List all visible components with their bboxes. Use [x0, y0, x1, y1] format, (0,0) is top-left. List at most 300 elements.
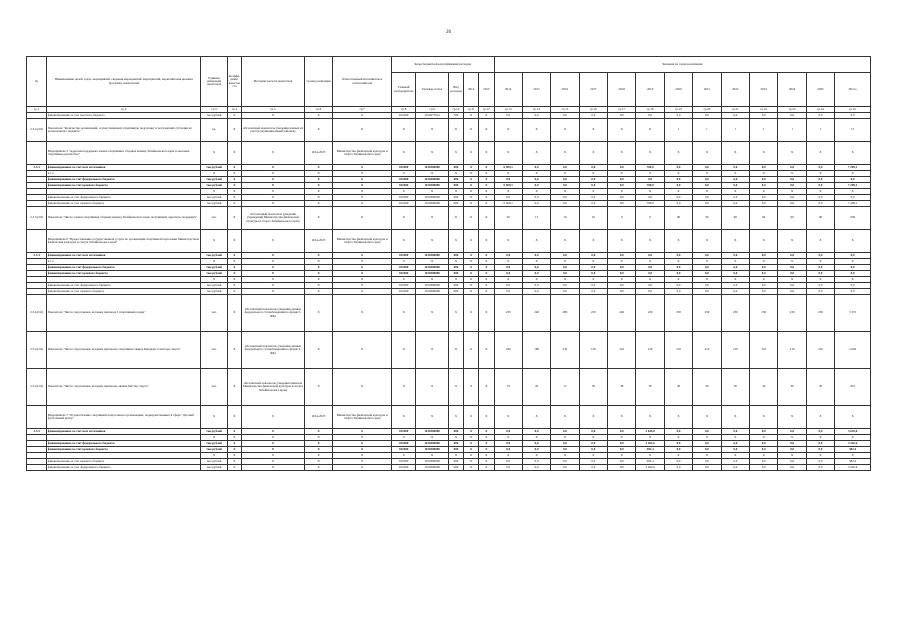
table-cell: 0,0 — [522, 201, 550, 207]
table-cell: 0,0 — [522, 465, 550, 471]
table-cell: 000 — [448, 465, 463, 471]
table-cell: 3 262,6 — [636, 441, 664, 447]
table-cell: 0,0 — [750, 177, 778, 183]
table-cell: тыс.рублей — [201, 465, 227, 471]
table-cell: 0,0 — [522, 113, 550, 119]
table-cell: X — [494, 435, 522, 441]
table-cell: X — [227, 447, 241, 453]
table-cell: X — [778, 171, 806, 177]
table-cell: 7 209,1 — [835, 165, 871, 171]
table-cell: 210 — [664, 332, 692, 369]
table-cell: X — [304, 165, 332, 171]
table-cell: 000 — [448, 265, 463, 271]
table-cell: X — [304, 113, 332, 119]
table-cell: 0,0 — [608, 465, 636, 471]
table-cell: X — [721, 406, 749, 429]
table-cell: X — [416, 332, 448, 369]
table-row — [27, 119, 871, 142]
table-cell: X — [479, 259, 494, 265]
table-cell: 0,0 — [693, 459, 721, 465]
table-cell: X — [304, 429, 332, 435]
table-cell: X — [608, 277, 636, 283]
table-cell: X — [551, 171, 579, 177]
table-cell: 0,0 — [721, 195, 749, 201]
table-cell: 0,0 — [608, 253, 636, 259]
table-cell: 17 — [551, 369, 579, 406]
table-cell: 210 — [721, 332, 749, 369]
table-cell: X — [479, 165, 494, 171]
column-number: гр.9 — [416, 107, 448, 113]
row-name: финансирование за счет краевого бюджета — [47, 447, 201, 453]
table-cell: 6 509,1 — [494, 165, 522, 171]
table-cell: 90 — [693, 207, 721, 230]
table-cell: X — [579, 189, 607, 195]
column-number: гр.21 — [721, 107, 749, 113]
table-cell: 0,0 — [579, 183, 607, 189]
table-cell: X — [479, 183, 494, 189]
row-number: 2.3.3 — [27, 165, 47, 171]
header-term: Сроки реализации — [304, 57, 332, 107]
table-cell: 232 — [551, 332, 579, 369]
table-cell: тыс.рублей — [201, 177, 227, 183]
table-cell: 0,0 — [551, 271, 579, 277]
table-cell: 0,0 — [522, 447, 550, 453]
table-cell: X — [608, 171, 636, 177]
table-cell: 0,0 — [636, 195, 664, 201]
table-cell: X — [835, 259, 871, 265]
table-cell: X — [304, 435, 332, 441]
table-cell: 0,0 — [579, 283, 607, 289]
table-cell: 0,0 — [750, 447, 778, 453]
table-cell: X — [750, 435, 778, 441]
table-cell: Абсолютный показатель (сведения данных из реестра муниципальный районов) — [241, 119, 304, 142]
header-name: Наименование целей, задач, мероприятий, сведения мероприятий, мероприятий, маркетинговая целевых программ, показателей — [47, 57, 201, 107]
table-cell: 1 — [778, 119, 806, 142]
table-cell: X — [551, 435, 579, 441]
table-cell: X — [664, 435, 692, 441]
table-cell: X — [227, 253, 241, 259]
table-cell: X — [304, 171, 332, 177]
table-cell: X — [579, 171, 607, 177]
table-cell: X — [333, 295, 392, 332]
table-cell: 0,0 — [806, 113, 834, 119]
table-cell: 0,0 — [551, 201, 579, 207]
table-cell: X — [333, 447, 392, 453]
table-cell: X — [333, 259, 392, 265]
header-kbk-article: Целевая статья — [416, 73, 448, 107]
table-cell: 0,0 — [778, 201, 806, 207]
table-cell: 0,0 — [551, 441, 579, 447]
row-name: финансирование за счет всех источников — [47, 165, 201, 171]
table-cell: X — [464, 259, 479, 265]
table-cell: 0,0 — [806, 265, 834, 271]
table-cell: 0,0 — [721, 447, 749, 453]
table-cell: X — [479, 441, 494, 447]
table-cell: X — [479, 332, 494, 369]
table-cell: X — [750, 453, 778, 459]
table-cell: 0,0 — [608, 289, 636, 295]
table-cell: X — [522, 453, 550, 459]
table-cell: 0,0 — [721, 265, 749, 271]
header-year: 2024 — [778, 73, 806, 107]
table-cell: 382,4 — [835, 447, 871, 453]
table-cell: X — [392, 369, 416, 406]
table-cell: 210 — [778, 332, 806, 369]
table-cell: X — [806, 435, 834, 441]
table-cell: 0,0 — [693, 177, 721, 183]
table-cell: X — [333, 165, 392, 171]
table-cell: X — [392, 119, 416, 142]
table-cell: X — [241, 271, 304, 277]
table-cell: X — [664, 259, 692, 265]
table-cell: X — [835, 142, 871, 165]
table-cell: X — [806, 189, 834, 195]
header-method: Методика расчета показателя — [241, 57, 304, 107]
table-cell: Абсолютный показатель (сведения данных федерального статнаблюдения по форме 5-ФК) — [241, 332, 304, 369]
row-name: финансирование за счет федерального бюджета — [47, 465, 201, 471]
table-cell: X — [664, 171, 692, 177]
table-cell: 0 — [636, 207, 664, 230]
table-cell: X — [479, 189, 494, 195]
table-cell: 811000 — [392, 459, 416, 465]
table-cell: X — [479, 253, 494, 259]
table-cell: 0,0 — [579, 253, 607, 259]
table-cell: 3 262,6 — [835, 465, 871, 471]
table-cell: X — [227, 113, 241, 119]
table-cell: X — [750, 230, 778, 253]
table-cell: 0,0 — [608, 195, 636, 201]
table-cell: 0,0 — [778, 195, 806, 201]
table-cell: 000 — [448, 447, 463, 453]
table-cell: X — [416, 142, 448, 165]
row-name: финансирование за счет краевого бюджета — [47, 289, 201, 295]
table-cell: 0,0 — [551, 113, 579, 119]
table-cell: 0,0 — [608, 183, 636, 189]
table-cell: 1010300000 — [416, 165, 448, 171]
table-cell: 700,0 — [636, 201, 664, 207]
table-cell: 0,0 — [778, 447, 806, 453]
table-cell: 0,0 — [522, 283, 550, 289]
table-cell: X — [479, 265, 494, 271]
table-cell: 210 — [636, 332, 664, 369]
column-number: гр.12 — [479, 107, 494, 113]
table-cell: X — [721, 435, 749, 441]
table-cell: 0,0 — [664, 195, 692, 201]
table-cell: X — [416, 295, 448, 332]
table-cell: 30 — [721, 369, 749, 406]
table-cell: X — [464, 189, 479, 195]
table-cell: X — [721, 453, 749, 459]
table-cell: X — [448, 142, 463, 165]
table-cell: 0,0 — [636, 289, 664, 295]
table-cell: X — [241, 265, 304, 271]
table-cell: X — [494, 277, 522, 283]
table-cell: 0,0 — [664, 183, 692, 189]
table-cell: X — [201, 435, 227, 441]
table-cell: X — [551, 453, 579, 459]
table-cell: 0,0 — [693, 429, 721, 435]
table-cell: 0,0 — [636, 283, 664, 289]
table-cell: 30 — [693, 369, 721, 406]
row-name: Мероприятие 5 "Адресная поддержка членов спортивных сборных команд Забайкальского края за высокие спортивные результаты" — [47, 142, 201, 165]
table-cell: тыс.рублей — [201, 289, 227, 295]
table-cell: 000 — [448, 289, 463, 295]
table-cell: X — [835, 435, 871, 441]
table-cell: X — [464, 447, 479, 453]
table-cell: X — [579, 406, 607, 429]
table-cell: X — [721, 277, 749, 283]
table-cell: 0,0 — [806, 195, 834, 201]
table-cell: 0,0 — [664, 253, 692, 259]
table-cell: X — [227, 189, 241, 195]
table-cell: 0,0 — [551, 195, 579, 201]
table-cell: 0,0 — [551, 183, 579, 189]
table-cell: 2014-2025 — [304, 230, 332, 253]
row-number: 2.3.4.(3.6) — [27, 332, 47, 369]
table-cell: 1010300000 — [416, 271, 448, 277]
table-cell: X — [448, 453, 463, 459]
table-cell: 0,0 — [664, 113, 692, 119]
table-cell: X — [241, 142, 304, 165]
table-cell: 0,0 — [551, 459, 579, 465]
table-cell: X — [464, 459, 479, 465]
table-cell: 000 — [448, 165, 463, 171]
table-cell: 90 — [806, 207, 834, 230]
table-cell: 0,0 — [494, 289, 522, 295]
table-cell: 0,0 — [636, 253, 664, 259]
table-cell: 7 209,1 — [835, 201, 871, 207]
row-name: финансирование за счет федерального бюджета — [47, 283, 201, 289]
table-cell: X — [227, 453, 241, 459]
table-cell: X — [227, 271, 241, 277]
header-year: 2018 — [608, 73, 636, 107]
table-cell: X — [522, 406, 550, 429]
table-cell: 210 — [806, 332, 834, 369]
table-cell: X — [227, 207, 241, 230]
table-cell: X — [579, 230, 607, 253]
table-cell: X — [664, 453, 692, 459]
table-cell: X — [464, 289, 479, 295]
column-number: гр.24 — [806, 107, 834, 113]
table-cell: 000 — [448, 177, 463, 183]
column-number: гр.17 — [608, 107, 636, 113]
header-year: 2020 — [664, 73, 692, 107]
column-number: гр.4 — [227, 107, 241, 113]
table-cell: 0,0 — [522, 271, 550, 277]
table-cell: 000 — [448, 459, 463, 465]
table-cell: X — [464, 369, 479, 406]
table-cell: X — [392, 189, 416, 195]
table-cell: 0,0 — [494, 253, 522, 259]
table-cell: 0,0 — [750, 165, 778, 171]
table-cell: X — [392, 406, 416, 429]
table-cell: 240 — [522, 295, 550, 332]
table-cell: X — [448, 189, 463, 195]
table-cell: 811000 — [392, 271, 416, 277]
table-cell: X — [479, 271, 494, 277]
table-cell: X — [579, 277, 607, 283]
table-cell: 0,0 — [579, 201, 607, 207]
table-cell: X — [241, 435, 304, 441]
table-cell: 0,0 — [522, 459, 550, 465]
table-cell: 0,0 — [551, 265, 579, 271]
table-cell: 0,0 — [835, 271, 871, 277]
column-number: гр.20 — [693, 107, 721, 113]
table-cell: 2 602 — [835, 332, 871, 369]
table-cell: 0,0 — [608, 165, 636, 171]
table-cell: X — [241, 465, 304, 471]
table-cell: X — [241, 253, 304, 259]
table-cell: 1 — [750, 119, 778, 142]
table-cell: X — [522, 119, 550, 142]
table-cell: X — [333, 332, 392, 369]
table-cell: 150 — [579, 332, 607, 369]
table-cell: 0,0 — [494, 271, 522, 277]
table-cell: X — [551, 277, 579, 283]
table-cell: X — [479, 459, 494, 465]
table-cell: 0,0 — [579, 265, 607, 271]
table-cell: 0,0 — [579, 289, 607, 295]
table-cell: X — [750, 189, 778, 195]
table-cell: X — [333, 265, 392, 271]
table-cell: X — [304, 453, 332, 459]
table-cell: 1 — [721, 119, 749, 142]
header-year: 2021 — [693, 73, 721, 107]
table-cell: X — [835, 230, 871, 253]
table-cell: X — [608, 453, 636, 459]
table-cell: 45 — [522, 369, 550, 406]
table-cell: X — [479, 195, 494, 201]
table-cell: X — [448, 295, 463, 332]
table-cell: 0,0 — [551, 465, 579, 471]
table-cell: 0,0 — [806, 177, 834, 183]
table-cell: 0,0 — [693, 165, 721, 171]
table-cell: Министерство физической культуры и спорта Забайкальского края — [333, 142, 392, 165]
column-number: гр.14 — [522, 107, 550, 113]
table-cell: X — [333, 283, 392, 289]
header-no: № — [27, 57, 47, 107]
row-name: Показатель "Число членов спортивных сборных команд Забайкальского края, получивших адресную поддержку" — [47, 207, 201, 230]
table-cell: 15 — [522, 207, 550, 230]
table-cell: X — [227, 465, 241, 471]
table-cell: 0,0 — [721, 465, 749, 471]
table-cell: 1 — [664, 119, 692, 142]
table-cell: X — [416, 277, 448, 283]
header-kbk-manager: Главный распорядитель — [392, 73, 416, 107]
table-cell: 480 — [551, 295, 579, 332]
table-cell: 0,0 — [494, 441, 522, 447]
table-cell: X — [636, 453, 664, 459]
table-cell: X — [227, 277, 241, 283]
header-coef: Коэффи- циент качества ста — [227, 57, 241, 107]
table-cell: 0,0 — [778, 177, 806, 183]
table-cell: 0,0 — [835, 253, 871, 259]
table-cell: X — [494, 230, 522, 253]
row-name: финансирование за счет краевого бюджета — [47, 271, 201, 277]
table-cell: 0,0 — [579, 113, 607, 119]
table-cell: 0,0 — [551, 289, 579, 295]
table-cell: X — [333, 429, 392, 435]
table-cell: тыс.рублей — [201, 165, 227, 171]
table-row — [27, 230, 871, 253]
table-cell: X — [333, 195, 392, 201]
table-row — [27, 207, 871, 230]
table-cell: 7 209,1 — [835, 183, 871, 189]
table-cell: 0,0 — [608, 113, 636, 119]
row-name: Показатель "Число спортсменов, которым присвоен I спортивный разряд" — [47, 295, 201, 332]
table-cell: X — [392, 207, 416, 230]
table-cell: 0,0 — [664, 289, 692, 295]
table-cell: 0,0 — [551, 165, 579, 171]
row-number: 2.3.4 — [27, 253, 47, 259]
table-cell: X — [448, 332, 463, 369]
table-cell: 0,0 — [778, 183, 806, 189]
column-number: гр.1 — [27, 107, 47, 113]
table-cell: X — [416, 406, 448, 429]
table-cell: 0,0 — [636, 271, 664, 277]
table-cell: 0,0 — [664, 441, 692, 447]
column-number: гр.10 — [448, 107, 463, 113]
table-cell: X — [333, 369, 392, 406]
table-cell: 0,0 — [835, 195, 871, 201]
table-cell: X — [241, 447, 304, 453]
table-cell: X — [464, 441, 479, 447]
table-cell: X — [778, 277, 806, 283]
table-cell: 0,0 — [522, 253, 550, 259]
table-cell: 0,0 — [608, 283, 636, 289]
table-cell: тыс.рублей — [201, 447, 227, 453]
table-cell: X — [227, 295, 241, 332]
table-cell: X — [333, 201, 392, 207]
table-cell: X — [333, 177, 392, 183]
table-cell: X — [416, 230, 448, 253]
table-cell: X — [227, 230, 241, 253]
table-cell: X — [201, 453, 227, 459]
table-cell: X — [479, 283, 494, 289]
table-cell: X — [241, 259, 304, 265]
table-cell: 1010300000 — [416, 183, 448, 189]
table-cell: 1010300000 — [416, 447, 448, 453]
table-cell: X — [241, 195, 304, 201]
header-total: Итого — [835, 73, 871, 107]
table-cell: 1010300000 — [416, 465, 448, 471]
table-cell: 230 — [636, 295, 664, 332]
table-cell: 230 — [750, 295, 778, 332]
table-cell: 1010300000 — [416, 289, 448, 295]
table-cell: X — [721, 259, 749, 265]
column-number: гр.22 — [750, 107, 778, 113]
table-cell: X — [241, 453, 304, 459]
table-cell: X — [693, 230, 721, 253]
table-cell: 0,0 — [494, 459, 522, 465]
table-cell: 0,0 — [579, 177, 607, 183]
table-cell: X — [464, 265, 479, 271]
table-cell: X — [333, 277, 392, 283]
table-cell: 0,0 — [721, 441, 749, 447]
row-name: в т.ч. — [47, 259, 201, 265]
table-cell: 1 — [693, 119, 721, 142]
row-number — [27, 406, 47, 429]
table-cell: 0,0 — [693, 289, 721, 295]
table-cell: X — [464, 271, 479, 277]
header-year: 2023 — [750, 73, 778, 107]
table-cell: 0,0 — [579, 165, 607, 171]
table-cell: X — [479, 230, 494, 253]
table-cell: 1010300000 — [416, 195, 448, 201]
table-cell: 6 509,1 — [494, 201, 522, 207]
table-cell: X — [464, 183, 479, 189]
table-cell: 0,0 — [494, 283, 522, 289]
